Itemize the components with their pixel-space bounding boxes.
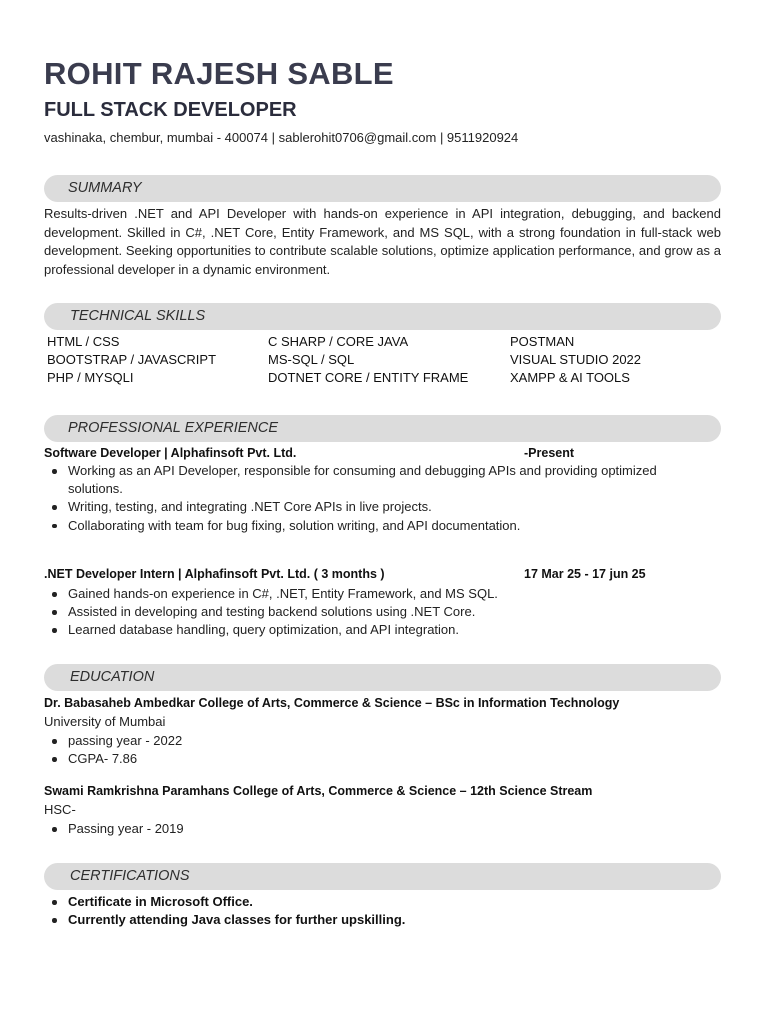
summary-text: Results-driven .NET and API Developer with hands-on experience in API integration, debugging, and backend development. Skilled in C#, .NET Core, Entity Framework, and MS SQL, with a strong foundation in full-stack web development. Seeking opportunities to contribute scalable solutions, optimize application performance, and grow as a professional developer in a dynamic environment. [44, 206, 721, 277]
skill-item: MS-SQL / SQL [268, 352, 355, 367]
skill-item: PHP / MYSQLI [47, 370, 134, 385]
skill-item: POSTMAN [510, 334, 575, 349]
candidate-name: ROHIT RAJESH SABLE [44, 56, 394, 91]
education-bullet-list [44, 732, 644, 768]
list-item: Passing year - 2019 [44, 820, 644, 838]
job-heading: .NET Developer Intern | Alphafinsoft Pvt. Ltd. ( 3 months ) [44, 567, 385, 581]
list-item: passing year - 2022 [44, 732, 644, 750]
section-header-summary [44, 175, 721, 202]
education-sub: University of Mumbai [44, 714, 166, 729]
section-title: TECHNICAL SKILLS [70, 308, 206, 324]
list-item: Writing, testing, and integrating .NET Core APIs in live projects. [44, 498, 664, 516]
section-title: PROFESSIONAL EXPERIENCE [68, 420, 279, 436]
section-title: CERTIFICATIONS [70, 868, 190, 884]
list-item: Certificate in Microsoft Office. [44, 893, 644, 911]
list-item: Learned database handling, query optimization, and API integration. [44, 621, 684, 639]
education-sub: HSC- [44, 802, 76, 817]
list-item: Gained hands-on experience in C#, .NET, Entity Framework, and MS SQL. [44, 585, 684, 603]
job-bullet-list [44, 462, 664, 535]
list-item: Currently attending Java classes for further upskilling. [44, 911, 644, 929]
list-item: Assisted in developing and testing backend solutions using .NET Core. [44, 603, 684, 621]
section-header-technical-skills [44, 303, 721, 330]
section-title: EDUCATION [70, 669, 155, 685]
section-header-certifications [44, 863, 721, 890]
skill-item: BOOTSTRAP / JAVASCRIPT [47, 352, 217, 367]
education-heading: Swami Ramkrishna Paramhans College of Arts, Commerce & Science – 12th Science Stream [44, 784, 593, 798]
list-item: Collaborating with team for bug fixing, solution writing, and API documentation. [44, 517, 664, 535]
contact-line: vashinaka, chembur, mumbai - 400074 | sablerohit0706@gmail.com | 9511920924 [44, 130, 519, 145]
list-item: CGPA- 7.86 [44, 750, 644, 768]
section-header-education [44, 664, 721, 691]
certification-list [44, 893, 644, 929]
job-date: -Present [524, 446, 575, 460]
job-date: 17 Mar 25 - 17 jun 25 [524, 567, 646, 581]
section-header-professional-experience [44, 415, 721, 442]
skill-item: C SHARP / CORE JAVA [268, 334, 409, 349]
job-bullet-list [44, 585, 684, 640]
skill-item: XAMPP & AI TOOLS [510, 370, 630, 385]
skill-item: HTML / CSS [47, 334, 120, 349]
education-bullet-list [44, 820, 644, 838]
skill-item: VISUAL STUDIO 2022 [510, 352, 642, 367]
candidate-role: FULL STACK DEVELOPER [44, 99, 297, 121]
job-heading: Software Developer | Alphafinsoft Pvt. Ltd. [44, 446, 297, 460]
section-title: SUMMARY [68, 180, 142, 196]
list-item: Working as an API Developer, responsible for consuming and debugging APIs and providing optimized solutions. [44, 462, 664, 498]
education-heading: Dr. Babasaheb Ambedkar College of Arts, Commerce & Science – BSc in Information Technology [44, 696, 620, 710]
skill-item: DOTNET CORE / ENTITY FRAME [268, 370, 469, 385]
